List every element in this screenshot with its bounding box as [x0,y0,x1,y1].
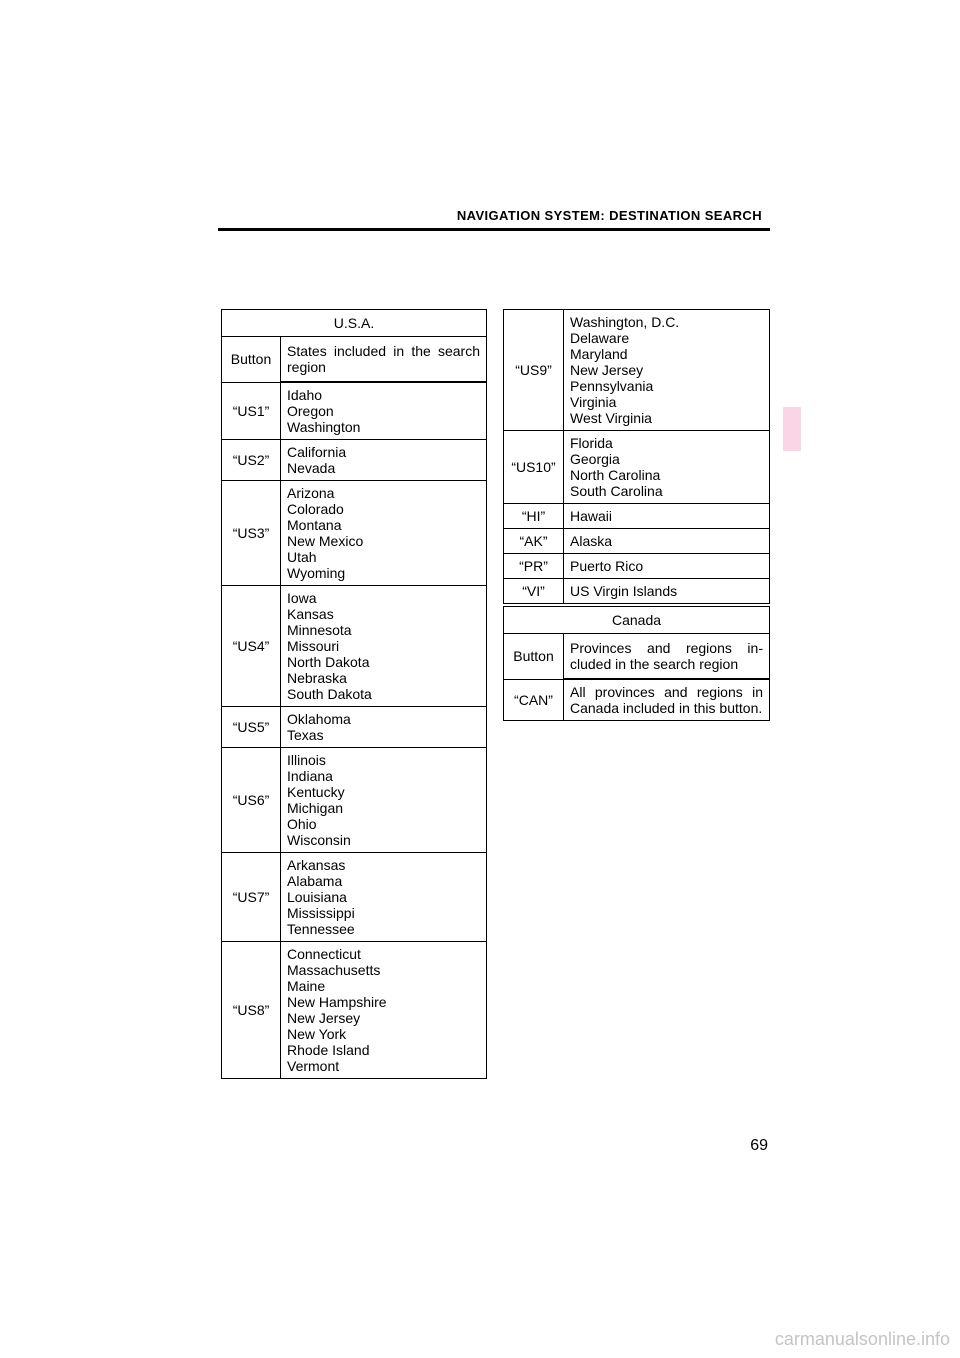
table-row [504,679,770,721]
region-list [281,382,487,440]
table-row [222,853,487,942]
region-name: North Dakota [287,654,370,670]
table-title: U.S.A. [222,310,487,337]
region-name: Michigan [287,800,344,816]
table-title: Canada [504,607,770,634]
region-name: Nevada [287,460,336,476]
region-name: Delaware [570,330,630,346]
region-name: Washington [287,419,361,435]
table-row [222,481,487,586]
table-row [222,707,487,748]
header-rule [218,228,770,231]
table-row [504,554,770,579]
region-name: Virginia [570,394,617,410]
region-list [281,707,487,748]
region-button-label: “US8” [222,942,281,1079]
region-list [564,529,770,554]
column-header-description: Provinces and regions in-cluded in the search region [564,634,770,680]
region-button-label: “US7” [222,853,281,942]
region-name: Tennessee [287,921,355,937]
region-description: All provinces and regions in Canada included in this button. [564,679,770,721]
table-row [222,748,487,853]
watermark: carmanualsonline.info [774,1329,950,1349]
table-title-row [504,607,770,634]
region-name: North Carolina [570,467,661,483]
table-header-row [222,337,487,383]
column-header-button: Button [504,634,564,680]
region-list [564,554,770,579]
region-name: Arkansas [287,857,346,873]
usa-regions-table [221,309,487,1079]
region-name: Kentucky [287,784,345,800]
region-name: New York [287,1026,347,1042]
region-name: Puerto Rico [570,558,644,574]
region-name: New Jersey [287,1010,361,1026]
region-button-label: “PR” [504,554,564,579]
region-name: Ohio [287,816,317,832]
region-name: Montana [287,517,342,533]
section-tab [783,407,801,451]
region-name: Wisconsin [287,832,351,848]
region-name: Oregon [287,403,334,419]
region-name: New Mexico [287,533,364,549]
column-header-button: Button [222,337,281,383]
region-list [564,579,770,604]
region-button-label: “AK” [504,529,564,554]
section-header: NAVIGATION SYSTEM: DESTINATION SEARCH [456,208,762,223]
region-name: New Hampshire [287,994,387,1010]
region-name: Minnesota [287,622,352,638]
region-name: Kansas [287,606,334,622]
region-name: Nebraska [287,670,347,686]
region-list [281,586,487,707]
region-name: Texas [287,727,324,743]
region-name: Mississippi [287,905,355,921]
region-name: Indiana [287,768,333,784]
region-name: Alabama [287,873,343,889]
region-button-label: “HI” [504,504,564,529]
table-row [222,440,487,481]
region-name: Utah [287,549,317,565]
region-name: Oklahoma [287,711,351,727]
region-name: Connecticut [287,946,361,962]
region-button-label: “US1” [222,382,281,440]
table-row [222,382,487,440]
region-name: South Dakota [287,686,372,702]
region-list [281,942,487,1079]
region-name: Maine [287,978,326,994]
region-name: Vermont [287,1058,340,1074]
region-name: Rhode Island [287,1042,370,1058]
region-name: West Virginia [570,410,652,426]
region-name: Washington, D.C. [570,314,680,330]
region-list [564,310,770,431]
region-name: Maryland [570,346,628,362]
region-name: California [287,444,347,460]
table-row [504,431,770,504]
table-row [504,310,770,431]
region-list [281,748,487,853]
column-header-description: States included in the search region [281,337,487,383]
region-name: Hawaii [570,508,613,524]
region-name: Louisiana [287,889,347,905]
region-button-label: “US6” [222,748,281,853]
region-button-label: “VI” [504,579,564,604]
region-button-label: “CAN” [504,679,564,721]
region-name: Pennsylvania [570,378,654,394]
region-name: Florida [570,435,613,451]
region-name: New Jersey [570,362,644,378]
region-name: Massachusetts [287,962,381,978]
usa-regions-table-continued [503,309,770,604]
region-button-label: “US9” [504,310,564,431]
table-title-row [222,310,487,337]
region-button-label: “US3” [222,481,281,586]
region-list [564,504,770,529]
region-name: Illinois [287,752,326,768]
region-name: Idaho [287,387,323,403]
table-row [504,504,770,529]
region-list [281,853,487,942]
region-name: US Virgin Islands [570,583,678,599]
region-name: Alaska [570,533,613,549]
region-button-label: “US5” [222,707,281,748]
table-row [222,586,487,707]
region-button-label: “US2” [222,440,281,481]
region-name: Wyoming [287,565,346,581]
region-list [564,431,770,504]
table-row [504,579,770,604]
region-button-label: “US4” [222,586,281,707]
region-button-label: “US10” [504,431,564,504]
table-row [222,942,487,1079]
region-name: Iowa [287,590,317,606]
canada-regions-table [503,606,770,721]
region-list [281,440,487,481]
table-row [504,529,770,554]
region-list [281,481,487,586]
page-number: 69 [750,1137,768,1154]
table-header-row [504,634,770,680]
region-name: South Carolina [570,483,663,499]
region-name: Missouri [287,638,340,654]
region-name: Arizona [287,485,335,501]
region-name: Georgia [570,451,620,467]
region-name: Colorado [287,501,344,517]
